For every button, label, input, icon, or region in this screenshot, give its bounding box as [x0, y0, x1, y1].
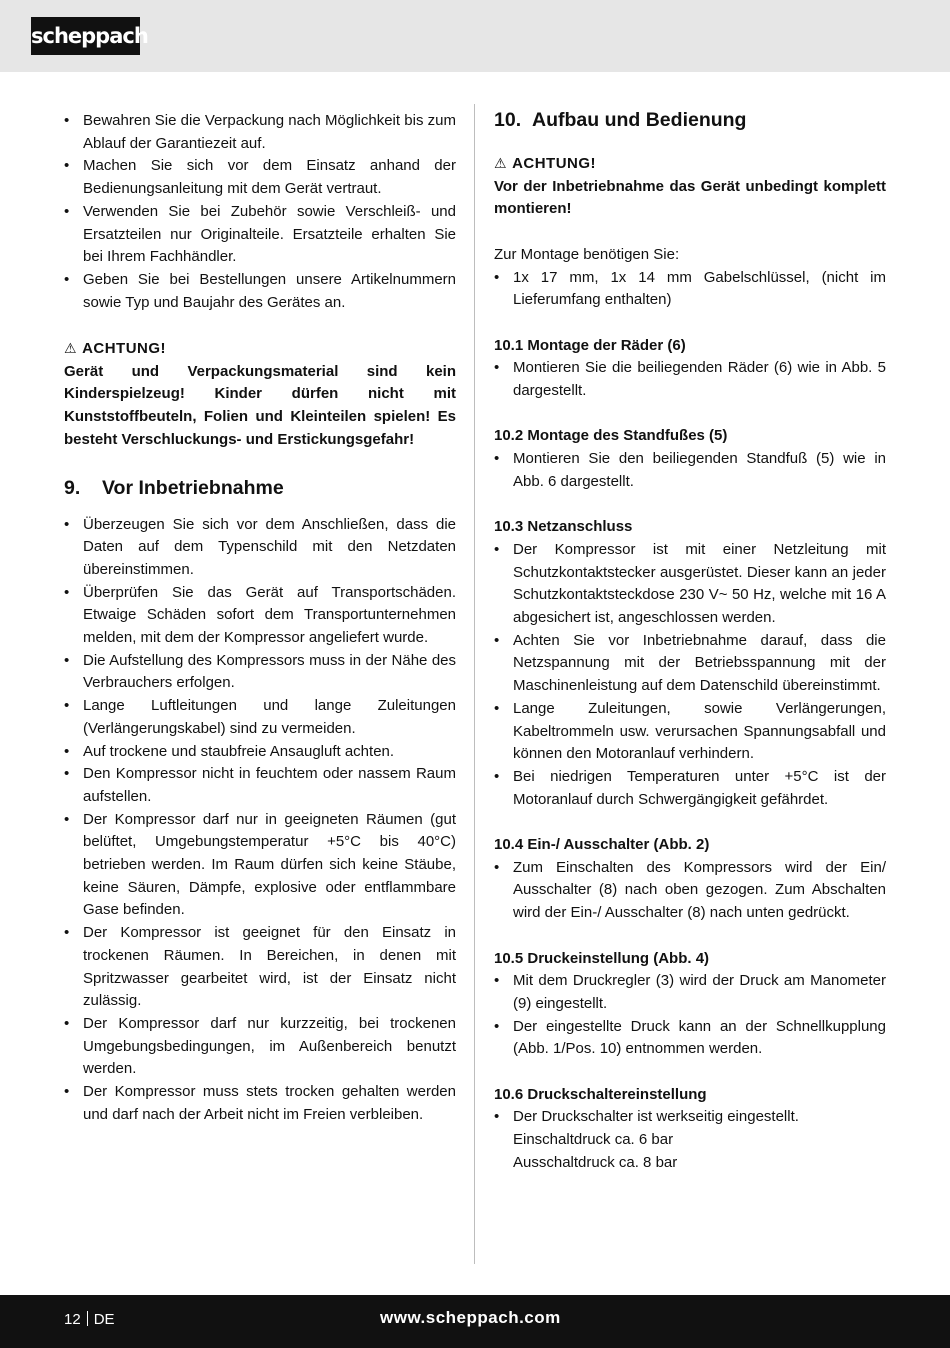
subsection-bullet-list	[494, 539, 886, 811]
list-item: • Der Druckschalter ist werkseitig eingestellt.	[494, 1106, 886, 1129]
list-item: • Montieren Sie den beiliegenden Standfuß (5) wie in Abb. 6 dargestellt.	[494, 448, 886, 493]
subsection-heading-10-1: 10.1 Montage der Räder (6)	[494, 336, 686, 354]
list-item: • Lange Zuleitungen, sowie Verlängerungen, Kabeltrommeln usw. verursachen Spannungsabfall und können den Motoranlauf verhindern.	[494, 698, 886, 766]
language-code: DE	[93, 1311, 115, 1328]
subsection-bullet-list	[494, 448, 886, 493]
section-number: 9.	[64, 476, 81, 499]
section-10-heading	[494, 106, 886, 146]
list-item: • 1x 17 mm, 1x 14 mm Gabelschlüssel, (nicht im Lieferumfang enthalten)	[494, 267, 886, 312]
list-item: • Lange Luftleitungen und lange Zuleitungen (Verlängerungskabel) sind zu vermeiden.	[64, 695, 456, 740]
list-item: • Auf trockene und staubfreie Ansaugluft achten.	[64, 741, 456, 764]
list-item: • Der Kompressor muss stets trocken gehalten werden und darf nach der Arbeit nicht im Freien verbleiben.	[64, 1081, 456, 1126]
column-divider	[474, 104, 475, 1264]
list-item: • Der Kompressor darf nur in geeigneten Räumen (gut belüftet, Umgebungstemperatur +5°C bis 40°C) betrieben werden. Im Raum dürfen sich keine Stäube, keine Säuren, Dämpfe, explosive oder entflammbare Gase befinden.	[64, 809, 456, 923]
warning-title: ⚠ ACHTUNG!	[494, 155, 597, 172]
subsection-bullet-list	[494, 857, 886, 925]
website-link[interactable]: www.scheppach.com	[380, 1308, 561, 1327]
list-item: • Mit dem Druckregler (3) wird der Druck am Manometer (9) eingestellt.	[494, 970, 886, 1015]
tools-intro: Zur Montage benötigen Sie:	[494, 245, 680, 263]
subsection-heading-10-4: 10.4 Ein-/ Ausschalter (Abb. 2)	[494, 836, 710, 854]
list-item: • Der Kompressor darf nur kurzzeitig, bei trockenen Umgebungsbedingungen, im Außenbereich benutzt werden.	[64, 1013, 456, 1081]
section-9-heading	[64, 474, 456, 514]
page-header	[0, 0, 950, 72]
list-item: • Der eingestellte Druck kann an der Schnellkupplung (Abb. 1/Pos. 10) entnommen werden.	[494, 1016, 886, 1061]
list-item: • Den Kompressor nicht in feuchtem oder nassem Raum aufstellen.	[64, 763, 456, 808]
warning-title: ⚠ ACHTUNG!	[64, 340, 167, 358]
list-item: • Achten Sie vor Inbetriebnahme darauf, dass die Netzspannung mit der Betriebsspannung mit der Maschinenleistung auf dem Datenschild übereinstimmt.	[494, 630, 886, 698]
cut-out-pressure: Ausschaltdruck ca. 8 bar	[513, 1153, 678, 1171]
list-item: • Montieren Sie die beiliegenden Räder (6) wie in Abb. 5 dargestellt.	[494, 357, 886, 402]
section-number: 10.	[494, 109, 522, 131]
subsection-heading-10-3: 10.3 Netzanschluss	[494, 518, 633, 536]
warning-triangle-icon: ⚠	[64, 340, 78, 357]
cut-in-pressure: Einschaltdruck ca. 6 bar	[513, 1131, 674, 1149]
page-number: 12 DE	[64, 1311, 115, 1328]
list-item: • Geben Sie bei Bestellungen unsere Artikelnummern sowie Typ und Baujahr des Gerätes an.	[64, 269, 456, 314]
list-item: • Der Kompressor ist mit einer Netzleitung mit Schutzkontaktstecker ausgerüstet. Dieser kann an jeder Schutzkontaktsteckdose 230 V~ 50 Hz, welche mit 16 A abgesichert ist, angeschlossen werden.	[494, 539, 886, 630]
warning-text: Gerät und Verpackungsmaterial sind kein Kinderspielzeug! Kinder dürfen nicht mit Kunststoffbeuteln, Folien und Kleinteilen spielen! Es besteht Verschluckungs- und Erstickungsgefahr!	[64, 362, 456, 448]
list-item: • Bei niedrigen Temperaturen unter +5°C ist der Motoranlauf durch Schwergängigkeit gefährdet.	[494, 766, 886, 811]
warning-triangle-icon: ⚠	[494, 155, 508, 171]
subsection-bullet-list	[494, 970, 886, 1061]
list-item: • Der Kompressor ist geeignet für den Einsatz in trockenen Räumen. In Bereichen, in denen mit Spritzwasser gearbeitet wird, ist der Einsatz nicht zulässig.	[64, 922, 456, 1013]
list-item: • Überzeugen Sie sich vor dem Anschließen, dass die Daten auf dem Typenschild mit den Netzdaten übereinstimmen.	[64, 514, 456, 582]
subsection-heading-10-6: 10.6 Druckschaltereinstellung	[494, 1085, 707, 1103]
pressure-values	[494, 1129, 886, 1174]
section-title: Aufbau und Bedienung	[532, 109, 747, 131]
section-9-bullet-list	[64, 514, 456, 1127]
list-item: • Machen Sie sich vor dem Einsatz anhand der Bedienungsanleitung mit dem Gerät vertraut.	[64, 155, 456, 200]
list-item: • Verwenden Sie bei Zubehör sowie Verschleiß- und Ersatzteilen nur Originalteile. Ersatzteile erhalten Sie bei Ihrem Fachhändler.	[64, 201, 456, 269]
warning-text: Vor der Inbetriebnahme das Gerät unbedingt komplett montieren!	[494, 177, 886, 218]
subsection-bullet-list	[494, 1106, 886, 1129]
scheppach-logo: scheppach	[31, 17, 140, 55]
left-column	[64, 110, 456, 1127]
tools-bullet-list	[494, 267, 886, 312]
subsection-bullet-list	[494, 357, 886, 402]
right-column	[494, 110, 886, 1175]
list-item: • Bewahren Sie die Verpackung nach Möglichkeit bis zum Ablauf der Garantiezeit auf.	[64, 110, 456, 155]
subsection-heading-10-5: 10.5 Druckeinstellung (Abb. 4)	[494, 949, 710, 967]
list-item: • Überprüfen Sie das Gerät auf Transportschäden. Etwaige Schäden sofort dem Transportunternehmen melden, mit dem der Kompressor angeliefert wurde.	[64, 582, 456, 650]
intro-bullet-list	[64, 110, 456, 314]
subsection-heading-10-2: 10.2 Montage des Standfußes (5)	[494, 427, 728, 445]
list-item: • Zum Einschalten des Kompressors wird der Ein/ Ausschalter (8) nach oben gezogen. Zum Abschalten wird der Ein-/ Ausschalter (8) nach unten gedrückt.	[494, 857, 886, 925]
section-title: Vor Inbetriebnahme	[102, 476, 284, 499]
list-item: • Die Aufstellung des Kompressors muss in der Nähe des Verbrauchers erfolgen.	[64, 650, 456, 695]
page-footer	[0, 1295, 950, 1348]
